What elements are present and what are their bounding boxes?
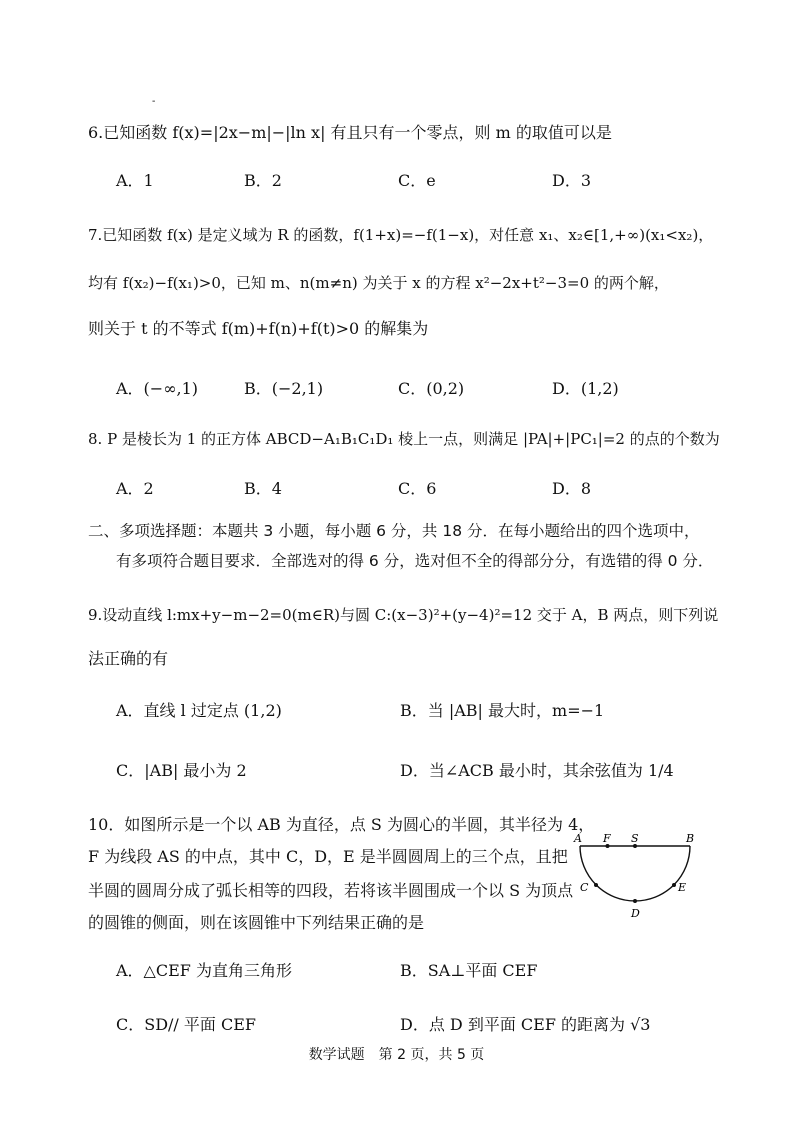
label-b: B <box>686 832 695 845</box>
q10-line1: 10．如图所示是一个以 AB 为直径，点 S 为圆心的半圆，其半径为 4， <box>88 815 595 834</box>
point-d <box>633 899 637 903</box>
q8-stem: 8. P 是棱长为 1 的正方体 ABCD−A₁B₁C₁D₁ 棱上一点，则满足 |PA|+|PC₁|=2 的点的个数为 <box>88 430 720 448</box>
q6-option-c: C．e <box>398 171 436 190</box>
q9-option-c: C．|AB| 最小为 2 <box>116 761 247 780</box>
q10-line4: 的圆锥的侧面，则在该圆锥中下列结果正确的是 <box>88 913 425 932</box>
stray-mark: - <box>152 96 156 107</box>
q8-option-b: B．4 <box>244 479 282 498</box>
q7-line3: 则关于 t 的不等式 f(m)+f(n)+f(t)>0 的解集为 <box>88 319 429 338</box>
point-c <box>594 883 598 887</box>
point-e <box>672 883 676 887</box>
semicircle-figure <box>572 830 702 920</box>
label-a: A <box>574 832 582 845</box>
q7-option-c: C．(0,2) <box>398 379 465 398</box>
q10-option-a: A．△CEF 为直角三角形 <box>116 961 292 980</box>
q8-option-d: D．8 <box>552 479 592 498</box>
q8-option-c: C．6 <box>398 479 437 498</box>
section2-line1: 二、多项选择题：本题共 3 小题，每小题 6 分，共 18 分．在每小题给出的四个选项中， <box>88 522 700 540</box>
q10-option-d: D．点 D 到平面 CEF 的距离为 √3 <box>400 1015 651 1034</box>
q6-stem: 6.已知函数 f(x)=|2x−m|−|ln x| 有且只有一个零点，则 m 的取值可以是 <box>88 123 612 142</box>
label-d: D <box>631 907 640 920</box>
semicircle-arc <box>580 846 690 901</box>
q7-line2: 均有 f(x₂)−f(x₁)>0，已知 m、n(m≠n) 为关于 x 的方程 x²−2x+t²−3=0 的两个解， <box>88 274 669 292</box>
q8-option-a: A．2 <box>116 479 154 498</box>
label-s: S <box>631 832 639 845</box>
section2-line2: 有多项符合题目要求．全部选对的得 6 分，选对但不全的得部分分，有选错的得 0 分． <box>116 552 714 570</box>
page-footer: 数学试题 第 2 页，共 5 页 <box>308 1047 485 1063</box>
q10-line3: 半圆的圆周分成了弧长相等的四段，若将该半圆围成一个以 S 为顶点 <box>88 881 574 900</box>
q7-option-b: B．(−2,1) <box>244 379 324 398</box>
label-f: F <box>603 832 611 845</box>
label-e: E <box>678 881 687 894</box>
q10-line2: F 为线段 AS 的中点，其中 C，D，E 是半圆圆周上的三个点，且把 <box>88 847 568 866</box>
q9-line1: 9.设动直线 l:mx+y−m−2=0(m∈R)与圆 C:(x−3)²+(y−4)²=12 交于 A，B 两点，则下列说 <box>88 606 719 624</box>
q9-line2: 法正确的有 <box>88 649 169 668</box>
q6-option-d: D．3 <box>552 171 592 190</box>
q9-option-a: A．直线 l 过定点 (1,2) <box>116 701 282 720</box>
q6-option-b: B．2 <box>244 171 282 190</box>
q10-option-c: C．SD// 平面 CEF <box>116 1015 257 1034</box>
q7-option-d: D．(1,2) <box>552 379 619 398</box>
label-c: C <box>580 881 589 894</box>
q7-line1: 7.已知函数 f(x) 是定义域为 R 的函数，f(1+x)=−f(1−x)，对任意 x₁、x₂∈[1,+∞)(x₁<x₂)， <box>88 226 714 244</box>
q9-option-b: B．当 |AB| 最大时，m=−1 <box>400 701 605 720</box>
q9-option-d: D．当∠ACB 最小时，其余弦值为 1/4 <box>400 761 674 780</box>
q10-option-b: B．SA⊥平面 CEF <box>400 961 538 980</box>
q7-option-a: A．(−∞,1) <box>116 379 199 398</box>
q6-option-a: A．1 <box>116 171 154 190</box>
